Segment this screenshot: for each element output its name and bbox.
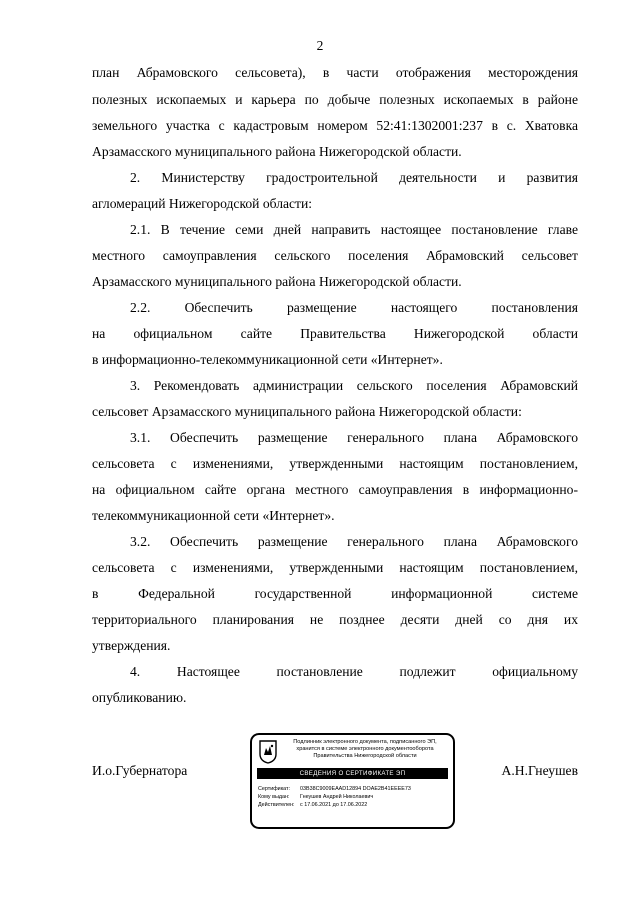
body-line: 2. Министерству градостроительной деятельности и развития <box>130 170 578 185</box>
body-line: агломераций Нижегородской области: <box>92 196 313 211</box>
body-line: 3.2. Обеспечить размещение генерального плана Абрамовского <box>130 534 578 549</box>
stamp-cert-value: 03B38C9009EAAD12894 DOAE2B41EEEE73 <box>300 786 411 792</box>
body-line: Арзамасского муниципального района Нижегородской области. <box>92 274 462 289</box>
stamp-cert-label: Сертификат: <box>258 786 291 792</box>
body-line: 2.2. Обеспечить размещение настоящего постановления <box>130 300 578 315</box>
e-signature-stamp <box>250 733 455 829</box>
body-line: сельсовета с изменениями, утвержденными настоящим постановлением, <box>92 456 578 471</box>
body-line: опубликованию. <box>92 690 187 705</box>
stamp-issued-value: Гнеушев Андрей Николаевич <box>300 794 374 800</box>
stamp-header-text <box>281 739 449 760</box>
signatory-name: А.Н.Гнеушев <box>501 763 578 778</box>
body-line: 3. Рекомендовать администрации сельского поселения Абрамовский <box>130 378 578 393</box>
body-line: 4. Настоящее постановление подлежит официальному <box>130 664 578 679</box>
body-line: территориального планирования не позднее десяти дней со дня их <box>92 612 578 627</box>
body-line: полезных ископаемых и карьера по добыче полезных ископаемых в районе <box>92 92 578 107</box>
page-number: 2 <box>316 38 324 53</box>
body-line: план Абрамовского сельсовета), в части отображения месторождения <box>92 65 578 80</box>
stamp-header-line: хранится в системе электронного документооборота <box>296 746 434 752</box>
stamp-valid-value: с 17.06.2021 до 17.06.2022 <box>300 802 368 808</box>
stamp-valid-label: Действителен: <box>258 802 295 808</box>
body-line: 2.1. В течение семи дней направить настоящее постановление главе <box>130 222 578 237</box>
body-line: Арзамасского муниципального района Нижегородской области. <box>92 144 462 159</box>
body-line: в Федеральной государственной информационной системе <box>92 586 578 601</box>
stamp-header-line: Правительства Нижегородской области <box>313 753 417 759</box>
body-line: на официальном сайте органа местного самоуправления в информационно- <box>92 482 578 497</box>
body-line: местного самоуправления сельского поселения Абрамовский сельсовет <box>92 248 578 263</box>
body-line: телекоммуникационной сети «Интернет». <box>92 508 335 523</box>
body-line: сельсовет Арзамасского муниципального района Нижегородской области: <box>92 404 522 419</box>
body-line: в информационно-телекоммуникационной сети «Интернет». <box>92 352 443 367</box>
body-line: 3.1. Обеспечить размещение генерального плана Абрамовского <box>130 430 578 445</box>
stamp-cert-row <box>258 786 411 793</box>
signatory-position: И.о.Губернатора <box>92 763 188 778</box>
stamp-header-line: Подлинник электронного документа, подписанного ЭП, <box>293 739 437 745</box>
body-line: сельсовета с изменениями, утвержденными настоящим постановлением, <box>92 560 578 575</box>
stamp-title-bar: СВЕДЕНИЯ О СЕРТИФИКАТЕ ЭП <box>257 768 448 779</box>
stamp-issued-label: Кому выдан: <box>258 794 290 800</box>
stamp-issued-row <box>258 794 373 801</box>
stamp-header <box>257 739 448 765</box>
body-line: утверждения. <box>92 638 171 653</box>
body-line: на официальном сайте Правительства Нижегородской области <box>92 326 578 341</box>
coat-of-arms-icon <box>259 740 277 764</box>
stamp-valid-row <box>258 802 367 809</box>
body-line: земельного участка с кадастровым номером 52:41:1302001:237 в с. Хватовка <box>92 118 578 133</box>
